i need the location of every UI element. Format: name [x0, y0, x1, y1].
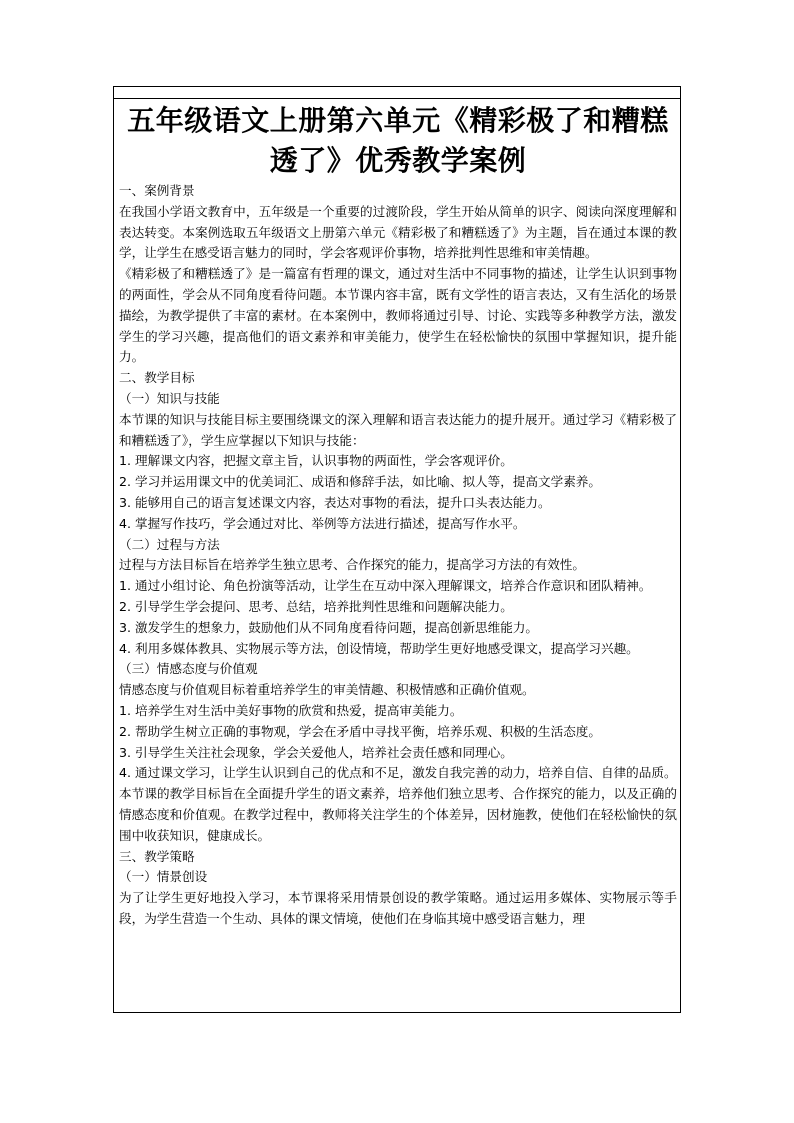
paragraph: 本节课的知识与技能目标主要围绕课文的深入理解和语言表达能力的提升展开。通过学习《精彩极了和糟糕透了》，学生应掌握以下知识与技能：	[119, 411, 677, 448]
paragraph: 本节课的教学目标旨在全面提升学生的语文素养，培养他们独立思考、合作探究的能力，以及正确的情感态度和价值观。在教学过程中，教师将关注学生的个体差异，因材施教，使他们在轻松愉快的氛围中收获知识，健康成长。	[119, 786, 677, 843]
paragraph: 为了让学生更好地投入学习，本节课将采用情景创设的教学策略。通过运用多媒体、实物展示等手段，为学生营造一个生动、具体的课文情境，使他们在身临其境中感受语言魅力，理	[119, 890, 677, 926]
paragraph: 《精彩极了和糟糕透了》是一篇富有哲理的课文，通过对生活中不同事物的描述，让学生认识到事物的两面性，学会从不同角度看待问题。本节课内容丰富，既有文学性的语言表达，又有生活化的场景描绘，为教学提供了丰富的素材。在本案例中，教师将通过引导、讨论、实践等多种教学方法，激发学生的学习兴趣，提高他们的语文素养和审美能力，使学生在轻松愉快的氛围中掌握知识，提升能力。	[119, 266, 677, 365]
document-title: 五年级语文上册第六单元《精彩极了和糟糕透了》优秀教学案例	[127, 104, 669, 177]
list-item: 4. 通过课文学习，让学生认识到自己的优点和不足，激发自我完善的动力，培养自信、自律的品质。	[119, 765, 677, 781]
list-item: 2. 引导学生学会提问、思考、总结，培养批判性思维和问题解决能力。	[119, 598, 513, 614]
section-heading: 一、案例背景	[119, 183, 195, 198]
list-item: 1. 培养学生对生活中美好事物的欣赏和热爱，提高审美能力。	[119, 702, 463, 718]
objective-list	[119, 701, 677, 784]
list-item: 2. 学习并运用课文中的优美词汇、成语和修辞手法，如比喻、拟人等，提高文学素养。	[119, 474, 601, 490]
list-item: 1. 通过小组讨论、角色扮演等活动，让学生在互动中深入理解课文，培养合作意识和团队精神。	[119, 578, 652, 594]
list-item: 3. 激发学生的想象力，鼓励他们从不同角度看待问题，提高创新思维能力。	[119, 619, 539, 635]
list-item: 4. 掌握写作技巧，学会通过对比、举例等方法进行描述，提高写作水平。	[119, 515, 526, 531]
subsection-heading: （一）情景创设	[119, 869, 208, 885]
subsection-heading: （二）过程与方法	[119, 536, 220, 552]
subsection-heading: （一）知识与技能	[119, 390, 220, 406]
paragraph: 在我国小学语文教育中，五年级是一个重要的过渡阶段，学生开始从简单的识字、阅读向深度理解和表达转变。本案例选取五年级语文上册第六单元《精彩极了和糟糕透了》为主题，旨在通过本课的教学，让学生在感受语言魅力的同时，学会客观评价事物，培养批判性思维和审美情趣。	[119, 203, 677, 261]
list-item: 4. 利用多媒体教具、实物展示等方法，创设情境，帮助学生更好地感受课文，提高学习兴趣。	[119, 640, 639, 656]
section-heading: 三、教学策略	[119, 848, 195, 864]
objective-list	[119, 576, 677, 659]
list-item: 3. 引导学生关注社会现象，学会关爱他人，培养社会责任感和同理心。	[119, 744, 513, 760]
list-item: 3. 能够用自己的语言复述课文内容，表达对事物的看法，提升口头表达能力。	[119, 494, 551, 510]
document-table-frame	[113, 86, 681, 1013]
subsection-heading: （三）情感态度与价值观	[119, 661, 258, 677]
section-heading: 二、教学目标	[119, 370, 195, 386]
objective-list	[119, 451, 677, 534]
list-item: 1. 理解课文内容，把握文章主旨，认识事物的两面性，学会客观评价。	[119, 453, 513, 469]
paragraph: 情感态度与价值观目标着重培养学生的审美情趣、积极情感和正确价值观。	[119, 682, 535, 698]
document-body	[119, 99, 677, 930]
list-item: 2. 帮助学生树立正确的事物观，学会在矛盾中寻找平衡，培养乐观、积极的生活态度。	[119, 723, 601, 739]
paragraph: 过程与方法目标旨在培养学生独立思考、合作探究的能力，提高学习方法的有效性。	[119, 557, 585, 573]
